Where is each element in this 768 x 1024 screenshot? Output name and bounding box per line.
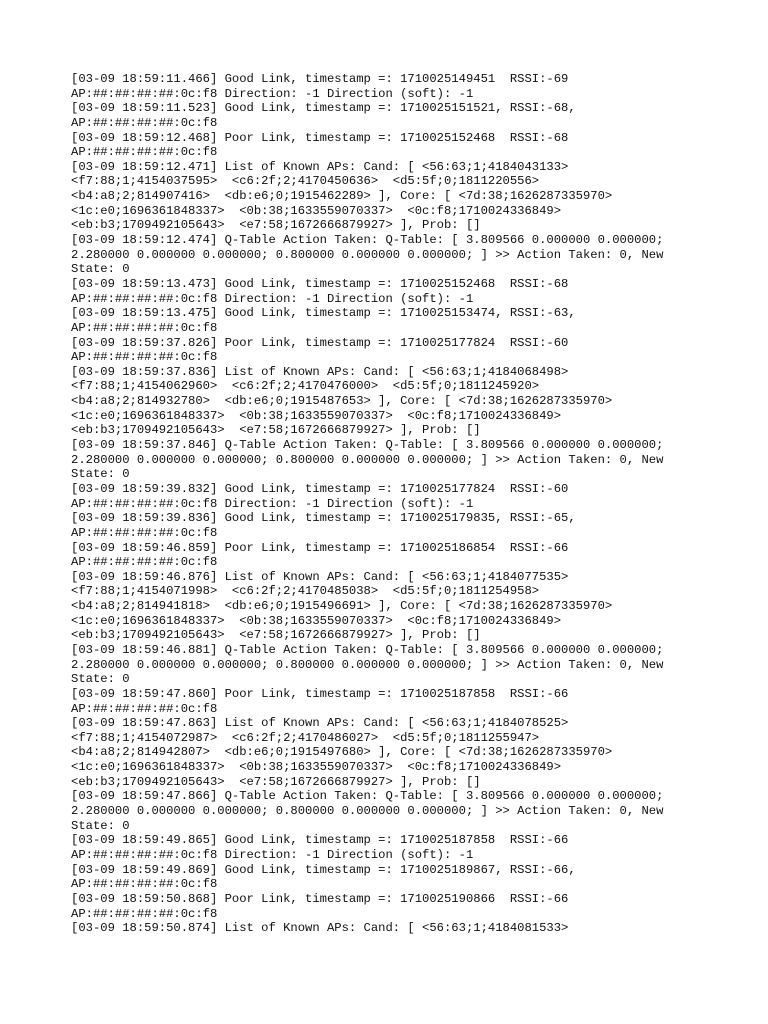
- log-line: [03-09 18:59:49.869] Good Link, timestamp =: 1710025189867, RSSI:-66,: [71, 862, 576, 877]
- log-line: 2.280000 0.000000 0.000000; 0.800000 0.000000 0.000000; ] >> Action Taken: 0, New: [71, 247, 664, 262]
- log-line: <b4:a8;2;814932780> <db:e6;0;1915487653> ], Core: [ <7d:38;1626287335970>: [71, 394, 613, 409]
- log-line: [03-09 18:59:46.859] Poor Link, timestamp =: 1710025186854 RSSI:-66: [71, 540, 569, 555]
- log-line: <eb:b3;1709492105643> <e7:58;1672666879927> ], Prob: []: [71, 628, 481, 643]
- log-line: AP:##:##:##:##:0c:f8: [71, 555, 218, 570]
- log-line: <1c:e0;1696361848337> <0b:38;1633559070337> <0c:f8;1710024336849>: [71, 203, 562, 218]
- log-text-block: [71, 72, 711, 936]
- log-line: AP:##:##:##:##:0c:f8: [71, 906, 218, 921]
- log-line: <f7:88;1;4154062960> <c6:2f;2;4170476000> <d5:5f;0;1811245920>: [71, 379, 540, 394]
- log-line: AP:##:##:##:##:0c:f8 Direction: -1 Direction (soft): -1: [71, 496, 474, 511]
- log-line: [03-09 18:59:39.836] Good Link, timestamp =: 1710025179835, RSSI:-65,: [71, 511, 576, 526]
- log-line: <f7:88;1;4154072987> <c6:2f;2;4170486027> <d5:5f;0;1811255947>: [71, 730, 540, 745]
- log-line: 2.280000 0.000000 0.000000; 0.800000 0.000000 0.000000; ] >> Action Taken: 0, New: [71, 657, 664, 672]
- log-line: AP:##:##:##:##:0c:f8: [71, 145, 218, 160]
- log-line: [03-09 18:59:39.832] Good Link, timestamp =: 1710025177824 RSSI:-60: [71, 481, 569, 496]
- log-line: <b4:a8;2;814941818> <db:e6;0;1915496691> ], Core: [ <7d:38;1626287335970>: [71, 599, 613, 614]
- log-line: State: 0: [71, 818, 130, 833]
- log-line: [03-09 18:59:47.863] List of Known APs: Cand: [ <56:63;1;4184078525>: [71, 716, 569, 731]
- log-line: [03-09 18:59:46.881] Q-Table Action Taken: Q-Table: [ 3.809566 0.000000 0.000000;: [71, 642, 664, 657]
- log-line: AP:##:##:##:##:0c:f8 Direction: -1 Direction (soft): -1: [71, 86, 474, 101]
- log-line: <1c:e0;1696361848337> <0b:38;1633559070337> <0c:f8;1710024336849>: [71, 613, 562, 628]
- log-line: [03-09 18:59:50.868] Poor Link, timestamp =: 1710025190866 RSSI:-66: [71, 891, 569, 906]
- log-line: 2.280000 0.000000 0.000000; 0.800000 0.000000 0.000000; ] >> Action Taken: 0, New: [71, 804, 664, 819]
- log-line: AP:##:##:##:##:0c:f8: [71, 701, 218, 716]
- log-line: [03-09 18:59:11.466] Good Link, timestamp =: 1710025149451 RSSI:-69: [71, 72, 569, 86]
- log-line: AP:##:##:##:##:0c:f8 Direction: -1 Direction (soft): -1: [71, 291, 474, 306]
- log-line: <1c:e0;1696361848337> <0b:38;1633559070337> <0c:f8;1710024336849>: [71, 760, 562, 775]
- log-line: AP:##:##:##:##:0c:f8 Direction: -1 Direction (soft): -1: [71, 847, 474, 862]
- log-line: [03-09 18:59:13.475] Good Link, timestamp =: 1710025153474, RSSI:-63,: [71, 306, 576, 321]
- log-line: AP:##:##:##:##:0c:f8: [71, 115, 218, 130]
- log-line: [03-09 18:59:13.473] Good Link, timestamp =: 1710025152468 RSSI:-68: [71, 276, 569, 291]
- log-line: [03-09 18:59:12.474] Q-Table Action Taken: Q-Table: [ 3.809566 0.000000 0.000000;: [71, 233, 664, 248]
- log-line: [03-09 18:59:47.866] Q-Table Action Taken: Q-Table: [ 3.809566 0.000000 0.000000;: [71, 789, 664, 804]
- log-line: State: 0: [71, 467, 130, 482]
- log-line: <b4:a8;2;814907416> <db:e6;0;1915462289> ], Core: [ <7d:38;1626287335970>: [71, 189, 613, 204]
- log-line: [03-09 18:59:47.860] Poor Link, timestamp =: 1710025187858 RSSI:-66: [71, 686, 569, 701]
- log-line: [03-09 18:59:37.846] Q-Table Action Taken: Q-Table: [ 3.809566 0.000000 0.000000;: [71, 438, 664, 453]
- log-line: <f7:88;1;4154071998> <c6:2f;2;4170485038> <d5:5f;0;1811254958>: [71, 584, 540, 599]
- log-line: [03-09 18:59:12.468] Poor Link, timestamp =: 1710025152468 RSSI:-68: [71, 130, 569, 145]
- log-line: State: 0: [71, 262, 130, 277]
- log-line: [03-09 18:59:37.826] Poor Link, timestamp =: 1710025177824 RSSI:-60: [71, 335, 569, 350]
- log-line: <eb:b3;1709492105643> <e7:58;1672666879927> ], Prob: []: [71, 774, 481, 789]
- log-line: AP:##:##:##:##:0c:f8: [71, 320, 218, 335]
- log-line: [03-09 18:59:49.865] Good Link, timestamp =: 1710025187858 RSSI:-66: [71, 833, 569, 848]
- log-line: 2.280000 0.000000 0.000000; 0.800000 0.000000 0.000000; ] >> Action Taken: 0, New: [71, 452, 664, 467]
- log-line: State: 0: [71, 672, 130, 687]
- log-line: [03-09 18:59:46.876] List of Known APs: Cand: [ <56:63;1;4184077535>: [71, 569, 569, 584]
- log-line: AP:##:##:##:##:0c:f8: [71, 350, 218, 365]
- log-line: <eb:b3;1709492105643> <e7:58;1672666879927> ], Prob: []: [71, 218, 481, 233]
- log-line: AP:##:##:##:##:0c:f8: [71, 877, 218, 892]
- log-line: [03-09 18:59:12.471] List of Known APs: Cand: [ <56:63;1;4184043133>: [71, 159, 569, 174]
- log-line: <b4:a8;2;814942807> <db:e6;0;1915497680> ], Core: [ <7d:38;1626287335970>: [71, 745, 613, 760]
- log-line: <f7:88;1;4154037595> <c6:2f;2;4170450636> <d5:5f;0;1811220556>: [71, 174, 540, 189]
- log-line: <eb:b3;1709492105643> <e7:58;1672666879927> ], Prob: []: [71, 423, 481, 438]
- log-line: <1c:e0;1696361848337> <0b:38;1633559070337> <0c:f8;1710024336849>: [71, 408, 562, 423]
- log-line: AP:##:##:##:##:0c:f8: [71, 525, 218, 540]
- log-line: [03-09 18:59:37.836] List of Known APs: Cand: [ <56:63;1;4184068498>: [71, 364, 569, 379]
- log-line: [03-09 18:59:50.874] List of Known APs: Cand: [ <56:63;1;4184081533>: [71, 921, 569, 936]
- log-line: [03-09 18:59:11.523] Good Link, timestamp =: 1710025151521, RSSI:-68,: [71, 101, 576, 116]
